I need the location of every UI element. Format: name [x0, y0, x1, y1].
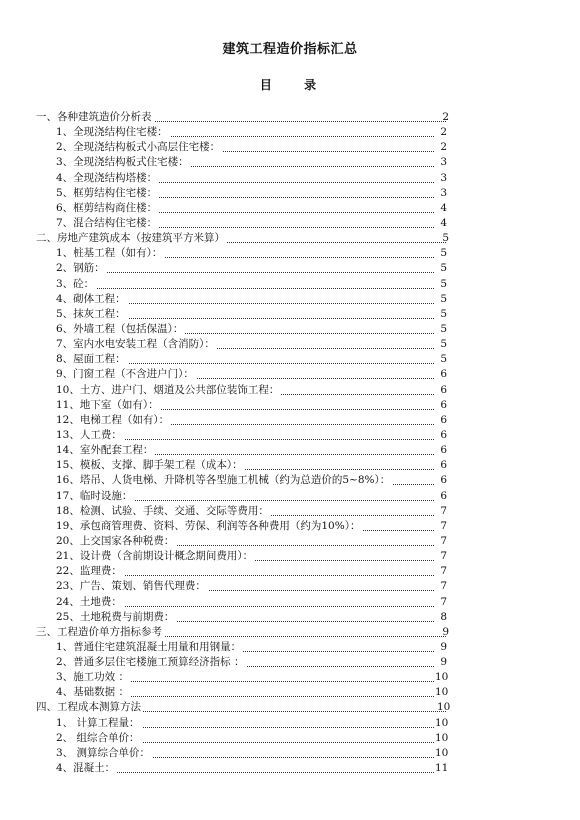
toc-page-number: 2 [442, 111, 449, 123]
toc-page-number: 7 [440, 550, 447, 563]
toc-entry-label: 6、外墙工程（包括保温）： [56, 322, 184, 335]
toc-entry-label: 4、基础数据 ： [56, 686, 130, 699]
toc-entry[interactable] [0, 186, 580, 201]
toc-entry-label: 1、普通住宅建筑混凝土用量和用钢量： [56, 640, 242, 653]
toc-entry[interactable] [0, 489, 580, 504]
toc-page-number: 3 [440, 171, 447, 184]
toc-page-number: 10 [437, 701, 451, 714]
toc-entry-label: 13、人工费： [56, 428, 122, 441]
toc-entry[interactable] [0, 685, 580, 700]
toc-heading: 目 录 [259, 78, 331, 92]
toc-entry-label: 12、电梯工程（如有）： [56, 413, 170, 426]
toc-page-number: 7 [440, 519, 447, 532]
toc-entry[interactable] [0, 171, 580, 186]
toc-entry[interactable] [0, 246, 580, 261]
toc-page-number: 7 [440, 504, 447, 517]
toc-entry[interactable] [0, 337, 580, 352]
toc-entry[interactable] [0, 292, 580, 307]
toc-entry-label: 6、框剪结构商住楼： [56, 201, 158, 214]
toc-entry[interactable] [0, 398, 580, 413]
toc-section-entry[interactable] [0, 110, 580, 125]
toc-entry-label: 11、地下室（如有）： [56, 398, 159, 411]
toc-entry-label: 9、门窗工程（不含进户门）： [56, 368, 194, 381]
toc-entry-label: 4、全现浇结构塔楼： [56, 171, 158, 184]
toc-entry-label: 24、土地费： [56, 595, 122, 608]
toc-entry-label: 8、屋面工程： [56, 353, 126, 366]
toc-section-entry[interactable] [0, 231, 580, 246]
toc-entry[interactable] [0, 534, 580, 549]
toc-entry[interactable] [0, 216, 580, 231]
toc-page-number: 5 [440, 277, 447, 290]
toc-entry-label: 3、 测算综合单价： [56, 746, 151, 759]
toc-entry-label: 1、 计算工程量： [56, 716, 140, 729]
toc-entry[interactable] [0, 443, 580, 458]
toc-entry-label: 21、设计费（含前期设计概念期间费用）： [56, 550, 254, 563]
toc-entry-label: 3、砼： [56, 277, 95, 290]
toc-entry[interactable] [0, 413, 580, 428]
toc-page-number: 11 [435, 762, 449, 775]
toc-page-number: 3 [440, 186, 447, 199]
toc-entry-label: 四、工程成本测算方法 [36, 701, 141, 714]
toc-entry-label: 三、工程造价单方指标参考 [36, 625, 162, 638]
toc-entry[interactable] [0, 307, 580, 322]
toc-page-number: 8 [440, 610, 447, 623]
toc-page-number: 10 [435, 716, 449, 729]
toc-entry[interactable] [0, 564, 580, 579]
toc-page-number: 6 [440, 398, 447, 411]
toc-entry-label: 5、框剪结构住宅楼： [56, 186, 158, 199]
toc-page-number: 6 [440, 383, 447, 396]
toc-entry[interactable] [0, 155, 580, 170]
toc-page-number: 10 [435, 746, 449, 759]
toc-page-number: 7 [440, 565, 447, 578]
toc-entry-label: 1、桩基工程（如有）： [56, 247, 163, 260]
toc-page-number: 5 [440, 353, 447, 366]
toc-page-number: 5 [440, 262, 447, 275]
toc-entry[interactable] [0, 201, 580, 216]
toc-entry[interactable] [0, 640, 580, 655]
toc-section-entry[interactable] [0, 625, 580, 640]
toc-page-number: 2 [440, 141, 447, 154]
toc-entry-label: 4、砌体工程： [56, 292, 126, 305]
toc-entry-label: 7、室内水电安装工程（含消防）： [56, 338, 215, 351]
toc-entry-label: 22、监理费： [56, 565, 122, 578]
toc-entry[interactable] [0, 579, 580, 594]
toc-entry[interactable] [0, 352, 580, 367]
toc-entry-label: 15、模板、支撑、脚手架工程（成本）： [56, 459, 243, 472]
toc-page-number: 7 [440, 580, 447, 593]
toc-entry-label: 17、临时设施： [56, 489, 133, 502]
toc-page-number: 6 [440, 459, 447, 472]
toc-entry-label: 二、房地产建筑成本（按建筑平方米算） [36, 232, 225, 245]
toc-entry[interactable] [0, 595, 580, 610]
toc-entry[interactable] [0, 367, 580, 382]
toc-entry-label: 4、混凝土： [56, 762, 116, 775]
toc-page-number: 7 [440, 534, 447, 547]
toc-page-number: 5 [440, 338, 447, 351]
toc-entry-label: 一、各种建筑造价分析表 [36, 111, 152, 123]
toc-entry[interactable] [0, 277, 580, 292]
toc-entry-label: 14、室外配套工程： [56, 444, 154, 457]
toc-entry-label: 16、塔吊、人货电梯、升降机等各型施工机械（约为总造价的5~8%）： [56, 474, 391, 487]
toc-entry-label: 2、 组综合单价： [56, 731, 140, 744]
toc-entry-label: 23、广告、策划、销售代理费： [56, 580, 206, 593]
toc-entry[interactable] [0, 731, 580, 746]
toc-entry[interactable] [0, 549, 580, 564]
toc-page-number: 3 [440, 156, 447, 169]
toc-page-number: 6 [440, 368, 447, 381]
toc-entry-label: 3、全现浇结构板式住宅楼： [56, 156, 189, 169]
toc-page-number: 9 [442, 625, 449, 638]
table-of-contents [0, 110, 580, 776]
toc-entry-label: 18、检测、试验、手续、交通、交际等费用： [56, 504, 269, 517]
toc-entry-label: 7、混合结构住宅楼： [56, 216, 158, 229]
toc-entry[interactable] [0, 458, 580, 473]
toc-entry[interactable] [0, 716, 580, 731]
toc-page-number: 10 [435, 671, 449, 684]
toc-entry-label: 2、全现浇结构板式小高层住宅楼： [56, 141, 221, 154]
toc-entry[interactable] [0, 261, 580, 276]
toc-section-entry[interactable] [0, 700, 580, 715]
toc-page-number: 10 [435, 686, 449, 699]
toc-entry-label: 20、上交国家各种税费： [56, 534, 175, 547]
toc-entry[interactable] [0, 504, 580, 519]
toc-page-number: 5 [442, 232, 449, 245]
toc-entry[interactable] [0, 746, 580, 761]
toc-page-number: 7 [440, 595, 447, 608]
toc-page-number: 4 [440, 216, 447, 229]
toc-entry[interactable] [0, 428, 580, 443]
toc-page-number: 9 [440, 640, 447, 653]
toc-entry-label: 3、施工功效 ： [56, 671, 130, 684]
toc-page-number: 2 [440, 126, 447, 139]
toc-entry[interactable] [0, 140, 580, 155]
toc-entry-label: 10、土方、进户门、烟道及公共部位装饰工程： [56, 383, 280, 396]
toc-entry[interactable] [0, 473, 580, 488]
toc-entry[interactable] [0, 655, 580, 670]
toc-entry[interactable] [0, 125, 580, 140]
toc-page-number: 6 [440, 428, 447, 441]
dot-leader [60, 288, 434, 289]
toc-entry[interactable] [0, 383, 580, 398]
toc-entry-label: 19、承包商管理费、资料、劳保、利润等各种费用（约为10%）： [56, 519, 361, 532]
toc-entry-label: 5、抹灰工程： [56, 307, 126, 320]
toc-entry[interactable] [0, 670, 580, 685]
toc-page-number: 10 [435, 731, 449, 744]
document-title: 建筑工程造价指标汇总 [222, 42, 358, 57]
toc-page-number: 6 [440, 474, 447, 487]
toc-page-number: 5 [440, 247, 447, 260]
toc-page-number: 4 [440, 201, 447, 214]
toc-entry-label: 1、全现浇结构住宅楼： [56, 126, 168, 139]
toc-page-number: 6 [440, 444, 447, 457]
toc-entry[interactable] [0, 761, 580, 776]
toc-entry-label: 25、土地税费与前期费： [56, 610, 175, 623]
toc-page-number: 6 [440, 489, 447, 502]
toc-entry[interactable] [0, 322, 580, 337]
toc-page-number: 5 [440, 307, 447, 320]
toc-page-number: 9 [440, 656, 447, 669]
toc-entry[interactable] [0, 610, 580, 625]
toc-entry-label: 2、普通多层住宅楼施工预算经济指标 ： [56, 656, 245, 669]
toc-page-number: 5 [440, 322, 447, 335]
dot-leader [60, 272, 434, 273]
toc-page-number: 5 [440, 292, 447, 305]
toc-page-number: 6 [440, 413, 447, 426]
toc-entry-label: 2、钢筋： [56, 262, 105, 275]
toc-entry[interactable] [0, 519, 580, 534]
